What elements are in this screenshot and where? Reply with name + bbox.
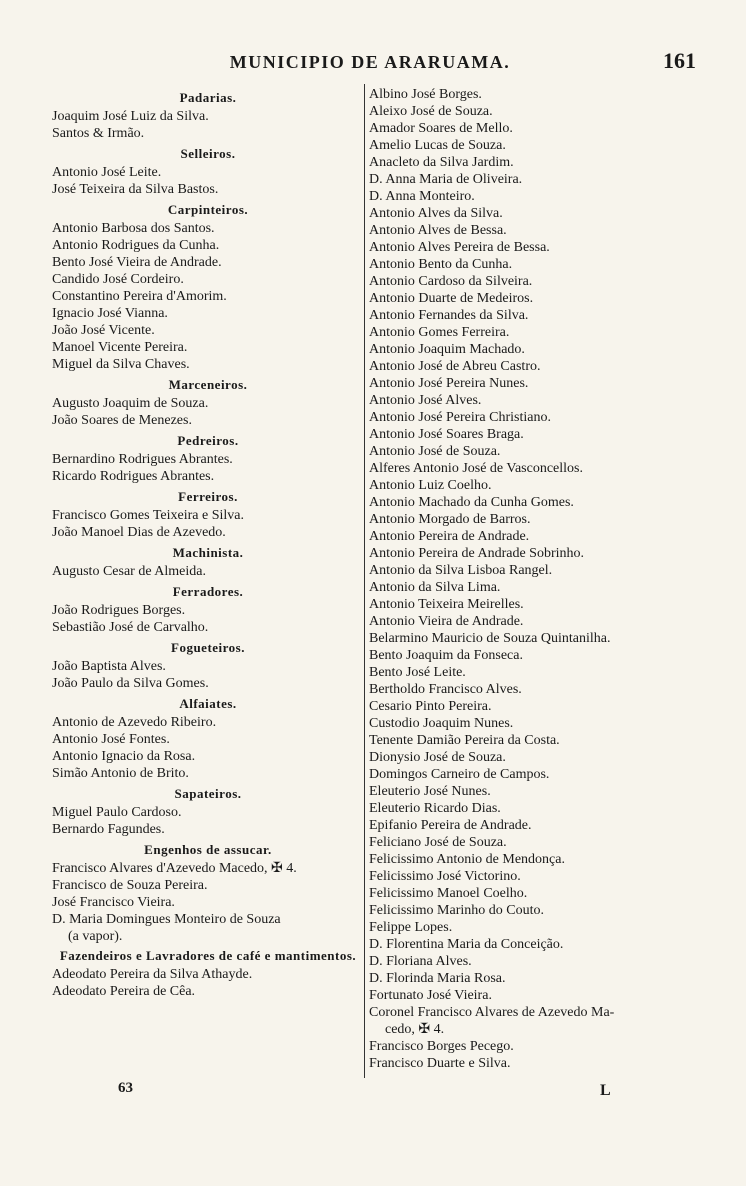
directory-entry: (a vapor).	[68, 929, 123, 944]
directory-entry: Ricardo Rodrigues Abrantes.	[52, 469, 215, 484]
directory-entry: Antonio de Azevedo Ribeiro.	[52, 715, 217, 730]
section-heading: Pedreiros.	[177, 433, 239, 448]
column-divider	[364, 84, 365, 1078]
directory-entry: Feliciano José de Souza.	[369, 835, 507, 850]
directory-entry: Bento José Leite.	[369, 665, 466, 680]
directory-entry: Albino José Borges.	[369, 87, 482, 102]
directory-entry: Epifanio Pereira de Andrade.	[369, 818, 532, 833]
directory-entry: D. Anna Monteiro.	[369, 189, 475, 204]
directory-entry: Miguel Paulo Cardoso.	[52, 805, 182, 820]
directory-entry: João Soares de Menezes.	[52, 413, 192, 428]
directory-entry: Francisco Alvares d'Azevedo Macedo, ✠ 4.	[52, 861, 297, 876]
directory-entry: Domingos Carneiro de Campos.	[369, 767, 550, 782]
section-heading: Engenhos de assucar.	[144, 842, 272, 857]
page-number: 161	[663, 48, 696, 73]
section-heading: Marceneiros.	[168, 377, 248, 392]
directory-entry: Antonio José Soares Braga.	[369, 427, 524, 442]
directory-entry: Amelio Lucas de Souza.	[369, 138, 506, 153]
directory-entry: Antonio José Alves.	[369, 393, 482, 408]
directory-entry: Felicissimo Manoel Coelho.	[369, 886, 528, 901]
directory-entry: Anacleto da Silva Jardim.	[369, 155, 514, 170]
directory-entry: Dionysio José de Souza.	[369, 750, 506, 765]
directory-entry: Cesario Pinto Pereira.	[369, 699, 492, 714]
directory-entry: Belarmino Mauricio de Souza Quintanilha.	[369, 631, 611, 646]
directory-entry: Tenente Damião Pereira da Costa.	[369, 733, 560, 748]
section-heading: Fazendeiros e Lavradores de café e mantimentos.	[59, 948, 357, 963]
directory-entry: Alferes Antonio José de Vasconcellos.	[369, 461, 583, 476]
directory-entry: Amador Soares de Mello.	[369, 121, 513, 136]
directory-entry: Antonio Pereira de Andrade.	[369, 529, 530, 544]
directory-entry: Ignacio José Vianna.	[52, 306, 168, 321]
directory-entry: Manoel Vicente Pereira.	[52, 340, 188, 355]
directory-entry: Eleuterio José Nunes.	[369, 784, 491, 799]
directory-entry: D. Florinda Maria Rosa.	[369, 971, 506, 986]
section-heading: Fogueteiros.	[171, 640, 245, 655]
directory-entry: Fortunato José Vieira.	[369, 988, 492, 1003]
section-heading: Ferreiros.	[178, 489, 238, 504]
directory-entry: D. Anna Maria de Oliveira.	[369, 172, 523, 187]
directory-entry: Antonio Bento da Cunha.	[369, 257, 513, 272]
section-heading: Selleiros.	[180, 146, 236, 161]
directory-entry: Coronel Francisco Alvares de Azevedo Ma-	[369, 1005, 615, 1020]
directory-entry: Antonio José Fontes.	[52, 732, 170, 747]
directory-entry: José Francisco Vieira.	[52, 895, 175, 910]
directory-entry: José Teixeira da Silva Bastos.	[52, 182, 219, 197]
directory-entry: Bento Joaquim da Fonseca.	[369, 648, 523, 663]
directory-entry: Antonio Alves Pereira de Bessa.	[369, 240, 550, 255]
directory-entry: Felicissimo Antonio de Mendonça.	[369, 852, 565, 867]
section-heading: Alfaiates.	[179, 696, 237, 711]
directory-entry: Adeodato Pereira de Cêa.	[52, 984, 196, 999]
directory-entry: Antonio Vieira de Andrade.	[369, 614, 524, 629]
directory-entry: Sebastião José de Carvalho.	[52, 620, 209, 635]
running-title: MUNICIPIO DE ARARUAMA.	[229, 52, 511, 72]
directory-entry: Antonio Luiz Coelho.	[369, 478, 492, 493]
directory-entry: Felicissimo José Victorino.	[369, 869, 521, 884]
directory-entry: Augusto Cesar de Almeida.	[52, 564, 206, 579]
section-heading: Carpinteiros.	[167, 202, 249, 217]
directory-entry: João Paulo da Silva Gomes.	[52, 676, 209, 691]
directory-entry: Antonio Alves da Silva.	[369, 206, 503, 221]
directory-entry: cedo, ✠ 4.	[385, 1022, 445, 1037]
directory-entry: Simão Antonio de Brito.	[52, 766, 189, 781]
directory-entry: Antonio Fernandes da Silva.	[369, 308, 529, 323]
directory-entry: Santos & Irmão.	[52, 126, 145, 141]
directory-entry: Francisco Borges Pecego.	[369, 1039, 514, 1054]
directory-entry: Candido José Cordeiro.	[52, 272, 184, 287]
directory-entry: D. Maria Domingues Monteiro de Souza	[52, 912, 281, 927]
directory-entry: Antonio José Pereira Nunes.	[369, 376, 529, 391]
directory-entry: Augusto Joaquim de Souza.	[52, 396, 209, 411]
directory-entry: João Baptista Alves.	[52, 659, 166, 674]
directory-entry: Joaquim José Luiz da Silva.	[52, 109, 209, 124]
directory-entry: Constantino Pereira d'Amorim.	[52, 289, 227, 304]
directory-entry: Antonio Teixeira Meirelles.	[369, 597, 524, 612]
directory-entry: Adeodato Pereira da Silva Athayde.	[52, 967, 253, 982]
directory-entry: Miguel da Silva Chaves.	[52, 357, 190, 372]
directory-entry: Custodio Joaquim Nunes.	[369, 716, 514, 731]
directory-entry: João Rodrigues Borges.	[52, 603, 186, 618]
directory-entry: Antonio José Pereira Christiano.	[369, 410, 551, 425]
directory-entry: Bento José Vieira de Andrade.	[52, 255, 222, 270]
directory-entry: Antonio Gomes Ferreira.	[369, 325, 510, 340]
directory-entry: Antonio Cardoso da Silveira.	[369, 274, 533, 289]
page-header	[0, 48, 746, 82]
signature-letter: L	[600, 1082, 611, 1099]
left-column	[52, 86, 364, 1000]
directory-entry: Eleuterio Ricardo Dias.	[369, 801, 501, 816]
directory-entry: Antonio José Leite.	[52, 165, 162, 180]
section-heading: Sapateiros.	[174, 786, 242, 801]
directory-entry: Antonio José de Abreu Castro.	[369, 359, 541, 374]
directory-entry: Antonio Duarte de Medeiros.	[369, 291, 534, 306]
directory-entry: Antonio da Silva Lisboa Rangel.	[369, 563, 553, 578]
directory-entry: Antonio Rodrigues da Cunha.	[52, 238, 220, 253]
directory-entry: Francisco de Souza Pereira.	[52, 878, 208, 893]
directory-entry: Bertholdo Francisco Alves.	[369, 682, 522, 697]
directory-entry: Antonio Machado da Cunha Gomes.	[369, 495, 574, 510]
signature-mark: 63	[118, 1080, 133, 1096]
directory-entry: Felippe Lopes.	[369, 920, 453, 935]
directory-entry: João Manoel Dias de Azevedo.	[52, 525, 226, 540]
directory-entry: Antonio Barbosa dos Santos.	[52, 221, 215, 236]
directory-entry: Felicissimo Marinho do Couto.	[369, 903, 544, 918]
section-heading: Padarias.	[179, 90, 237, 105]
directory-entry: Aleixo José de Souza.	[369, 104, 493, 119]
section-heading: Machinista.	[172, 545, 244, 560]
directory-entry: Antonio José de Souza.	[369, 444, 501, 459]
directory-entry: Antonio Morgado de Barros.	[369, 512, 531, 527]
directory-entry: Francisco Gomes Teixeira e Silva.	[52, 508, 244, 523]
directory-entry: Antonio Ignacio da Rosa.	[52, 749, 196, 764]
directory-entry: Bernardo Fagundes.	[52, 822, 165, 837]
section-heading: Ferradores.	[172, 584, 244, 599]
right-column	[369, 86, 687, 1072]
directory-entry: Antonio Alves de Bessa.	[369, 223, 507, 238]
directory-entry: Antonio Pereira de Andrade Sobrinho.	[369, 546, 585, 561]
directory-entry: D. Florentina Maria da Conceição.	[369, 937, 564, 952]
directory-entry: Francisco Duarte e Silva.	[369, 1056, 511, 1071]
directory-entry: D. Floriana Alves.	[369, 954, 472, 969]
directory-entry: Antonio da Silva Lima.	[369, 580, 501, 595]
directory-entry: Bernardino Rodrigues Abrantes.	[52, 452, 233, 467]
directory-entry: Antonio Joaquim Machado.	[369, 342, 525, 357]
directory-entry: João José Vicente.	[52, 323, 155, 338]
